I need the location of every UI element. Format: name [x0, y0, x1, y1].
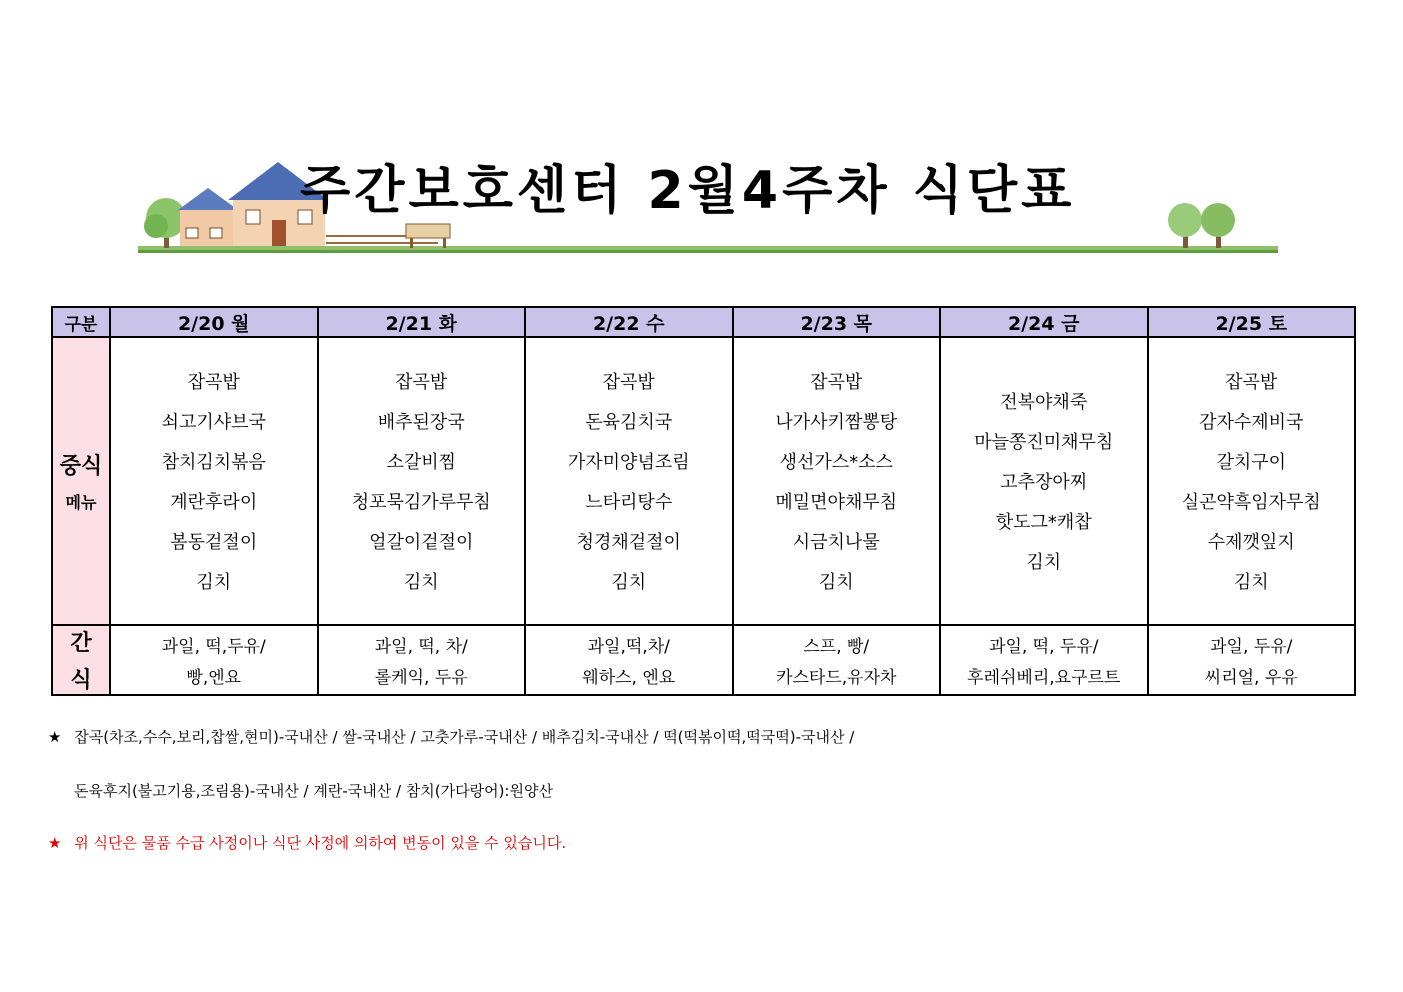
meal-item: 잡곡밥: [810, 372, 863, 393]
snack-cell: [110, 625, 318, 695]
meal-item: 참치김치볶음: [161, 452, 266, 473]
meal-item: 계란후라이: [170, 492, 258, 513]
meal-item: 쇠고기샤브국: [161, 412, 266, 433]
meal-item: 마늘쫑진미채무침: [974, 432, 1114, 453]
origin-text: 돈육후지(불고기용,조림용)-국내산 / 계란-국내산 / 참치(가다랑어):원양산: [74, 782, 553, 800]
header-row: [52, 307, 1355, 337]
meal-item: 실곤약흑임자무침: [1181, 492, 1321, 513]
star-icon: ★: [48, 728, 62, 746]
snack-line: 과일, 두유/: [1210, 637, 1293, 657]
snack-cell: [318, 625, 526, 695]
day-header: 2/21 화: [318, 307, 526, 337]
meal-item: 메밀면야채무침: [775, 492, 898, 513]
snack-cell: [1148, 625, 1356, 695]
meal-table: [51, 306, 1356, 696]
row-label-line: 메뉴: [65, 493, 97, 512]
row-label-line: 간: [70, 631, 92, 656]
meal-item: 배추된장국: [377, 412, 465, 433]
meal-item: 청경채겉절이: [576, 532, 681, 553]
snack-line: 빵,엔요: [186, 668, 242, 688]
day-header: 2/24 금: [940, 307, 1148, 337]
meal-item: 김치: [403, 572, 439, 593]
snack-line: 과일,떡,차/: [587, 637, 670, 657]
meal-item: 전복야채죽: [1000, 392, 1088, 413]
meal-item: 갈치구이: [1216, 452, 1287, 473]
day-header: 2/25 토: [1148, 307, 1356, 337]
meal-item: 핫도그*캐찹: [995, 512, 1092, 533]
snack-line: 롤케익, 두유: [374, 668, 468, 688]
meal-item: 잡곡밥: [395, 372, 448, 393]
meal-item: 감자수제비국: [1199, 412, 1304, 433]
corner-label: 구분: [52, 307, 110, 337]
meal-cell: [110, 337, 318, 625]
meal-item: 잡곡밥: [187, 372, 240, 393]
star-icon: ★: [48, 834, 62, 852]
signboard-icon: [406, 224, 450, 248]
meal-item: 소갈비찜: [386, 452, 457, 473]
meal-item: 봄동겉절이: [170, 532, 258, 553]
meal-item: 느타리탕수: [585, 492, 673, 513]
tree-icon: [1168, 203, 1235, 248]
lunch-row: [52, 337, 1355, 625]
meal-cell: [733, 337, 941, 625]
meal-item: 생선가스*소스: [779, 452, 893, 473]
snack-line: 과일, 떡,두유/: [161, 637, 266, 657]
meal-item: 김치: [1233, 572, 1269, 593]
meal-item: 김치: [611, 572, 647, 593]
meal-item: 시금치나물: [792, 532, 880, 553]
snack-row-label: [52, 625, 110, 695]
day-header: 2/22 수: [525, 307, 733, 337]
meal-item: 잡곡밥: [1225, 372, 1278, 393]
row-label-line: 식: [70, 668, 92, 693]
meal-item: 김치: [1026, 552, 1062, 573]
warning-text: 위 식단은 물품 수급 사정이나 식단 사정에 의하여 변동이 있을 수 있습니다.: [74, 834, 567, 852]
meal-cell: [940, 337, 1148, 625]
meal-item: 잡곡밥: [602, 372, 655, 393]
snack-line: 스프, 빵/: [803, 637, 870, 657]
warning-note: [48, 832, 566, 853]
meal-item: 청포묵김가루무침: [351, 492, 491, 513]
meal-cell: [525, 337, 733, 625]
page-title: 주간보호센터 2월4주차 식단표: [300, 161, 1076, 221]
tree-icon: [144, 198, 186, 248]
snack-line: 후레쉬베리,요구르트: [967, 668, 1121, 688]
snack-line: 과일, 떡, 차/: [374, 637, 468, 657]
meal-item: 고추장아찌: [1000, 472, 1088, 493]
origin-text: 잡곡(차조,수수,보리,찹쌀,현미)-국내산 / 쌀-국내산 / 고춧가루-국내산 / 배추김치-국내산 / 떡(떡볶이떡,떡국떡)-국내산 /: [74, 728, 855, 746]
meal-item: 김치: [196, 572, 232, 593]
row-label-line: 중식: [59, 454, 103, 479]
meal-cell: [1148, 337, 1356, 625]
snack-line: 카스타드,유자차: [776, 668, 897, 688]
snack-cell: [733, 625, 941, 695]
meal-item: 김치: [818, 572, 854, 593]
meal-cell: [318, 337, 526, 625]
meal-item: 수제깻잎지: [1207, 532, 1295, 553]
snack-cell: [525, 625, 733, 695]
meal-item: 나가사키짬뽕탕: [775, 412, 898, 433]
meal-item: 얼갈이겉절이: [369, 532, 474, 553]
lunch-row-label: [52, 337, 110, 625]
meal-item: 돈육김치국: [585, 412, 673, 433]
snack-line: 씨리얼, 우유: [1204, 668, 1298, 688]
origin-note-line2: [74, 780, 553, 801]
meal-item: 가자미양념조림: [567, 452, 690, 473]
origin-note-line1: [48, 726, 854, 747]
snack-cell: [940, 625, 1148, 695]
snack-line: 웨하스, 엔요: [582, 668, 676, 688]
day-header: 2/23 목: [733, 307, 941, 337]
snack-line: 과일, 떡, 두유/: [989, 637, 1099, 657]
day-header: 2/20 월: [110, 307, 318, 337]
snack-row: [52, 625, 1355, 695]
